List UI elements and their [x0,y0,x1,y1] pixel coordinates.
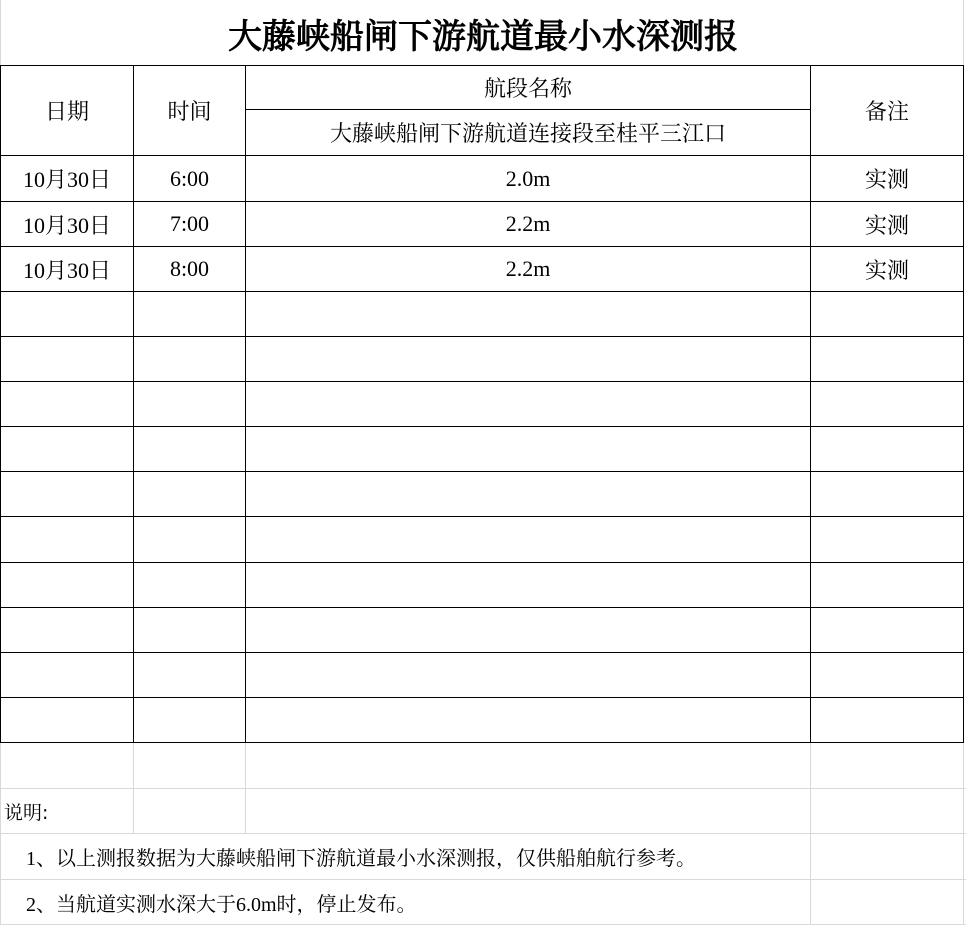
gridline [0,788,966,789]
table-border [0,336,964,337]
notes-label: 说明: [4,801,49,824]
table-border [0,471,964,472]
row-remark: 实测 [864,168,909,193]
table-border [0,426,964,427]
table-border [0,742,964,743]
header-date: 日期 [44,100,89,125]
table-border [0,697,964,698]
row-date: 10月30日 [22,257,111,283]
note-line-1: 1、以上测报数据为大藤峡船闸下游航道最小水深测报，仅供船舶航行参考。 [26,848,696,870]
row-depth: 2.2m [505,256,551,281]
page-title: 大藤峡船闸下游航道最小水深测报 [228,16,738,57]
row-date: 10月30日 [22,167,111,192]
header-remark: 备注 [864,100,909,125]
row-depth: 2.0m [505,165,551,191]
gridline [810,743,811,925]
row-time: 8:00 [169,256,210,281]
table-border [0,652,964,653]
header-segment: 大藤峡船闸下游航道连接段至桂平三江口 [329,122,726,147]
header-time: 时间 [167,100,212,125]
table-border [0,516,964,517]
table-border [0,381,964,382]
row-date: 10月30日 [22,212,111,238]
table-border [0,291,964,292]
table-border [0,562,964,563]
row-depth: 2.2m [505,211,551,236]
row-time: 7:00 [169,211,210,236]
table-border [0,607,964,608]
note-line-2: 2、当航道实测水深大于6.0m时，停止发布。 [26,893,417,916]
table-border [963,65,964,743]
row-time: 6:00 [169,165,210,191]
row-remark: 实测 [864,213,909,239]
header-segment-name: 航段名称 [483,77,572,102]
row-remark: 实测 [864,258,909,284]
